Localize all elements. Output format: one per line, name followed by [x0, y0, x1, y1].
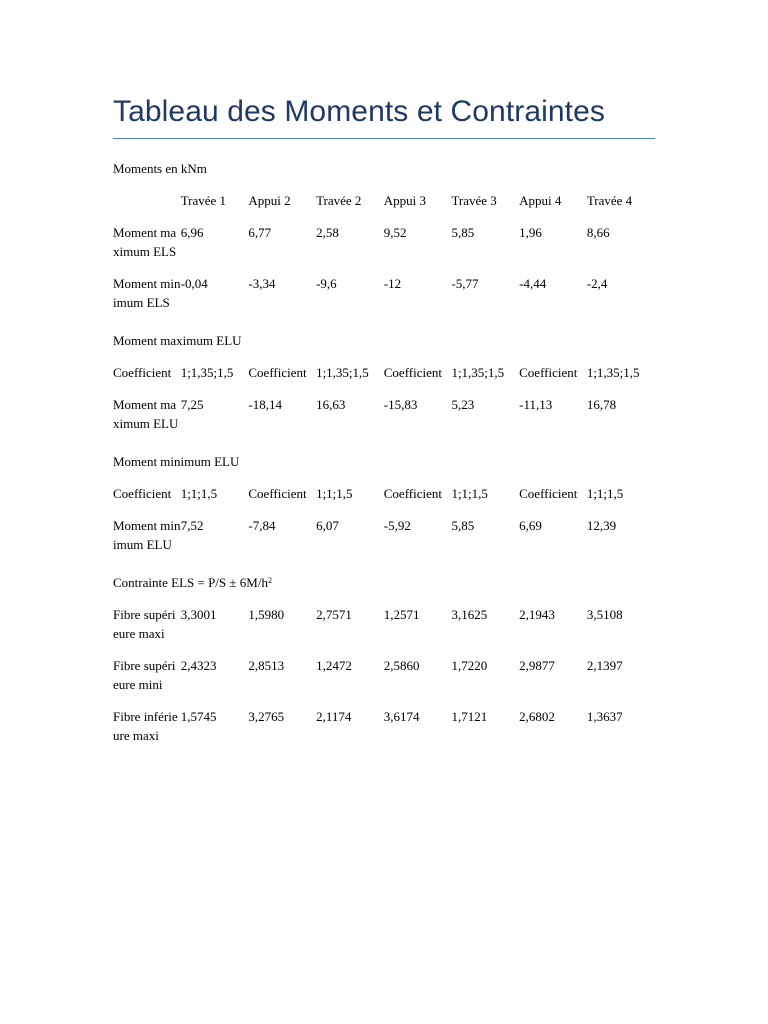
- value-cell: Travée 2: [316, 193, 362, 208]
- value-cell: -9,6: [316, 276, 337, 291]
- value-cell: -18,14: [248, 397, 282, 412]
- value-cell: -0,04: [180, 276, 208, 291]
- value-cell: 1,3637: [586, 709, 623, 724]
- table-row: [113, 223, 655, 261]
- value-cell: Coefficient: [519, 486, 578, 501]
- table-block-header: [113, 191, 655, 210]
- value-cell: Appui 2: [248, 193, 291, 208]
- value-cell: 1;1;1,5: [586, 486, 624, 501]
- value-cell: 16,78: [586, 397, 617, 412]
- row-label-cell: [113, 191, 181, 210]
- value-cell: -11,13: [519, 397, 553, 412]
- value-cell: 2,6802: [519, 709, 555, 724]
- row-label-cell: Fibre supérieure mini: [113, 658, 176, 692]
- table-row: [113, 363, 655, 382]
- value-cell: 1;1,35;1,5: [586, 365, 640, 380]
- value-cell: 3,1625: [451, 607, 488, 622]
- table-row: [113, 605, 655, 643]
- value-cell: 1,5980: [248, 607, 285, 622]
- value-cell: -15,83: [383, 397, 418, 412]
- row-label-cell: Coefficient: [113, 486, 172, 501]
- document-page: [113, 92, 655, 745]
- row-label-cell: Moment minimum ELS: [113, 276, 181, 310]
- value-cell: 7,25: [180, 397, 204, 412]
- value-cell: -12: [383, 276, 402, 291]
- value-cell: Coefficient: [248, 486, 307, 501]
- value-cell: 1;1;1,5: [316, 486, 353, 501]
- stress-formula-exponent: 2: [267, 576, 272, 585]
- value-cell: Travée 3: [451, 193, 497, 208]
- table-row: [113, 707, 655, 745]
- table-block-elu-min: [113, 484, 655, 554]
- value-cell: -7,84: [248, 518, 276, 533]
- value-cell: 2,58: [316, 225, 339, 240]
- value-cell: 12,39: [586, 518, 617, 533]
- value-cell: 3,2765: [248, 709, 285, 724]
- table-block-els: [113, 223, 655, 312]
- table-row: [113, 656, 655, 694]
- value-cell: 6,69: [519, 518, 542, 533]
- value-cell: -5,92: [383, 518, 411, 533]
- row-label-cell: Moment maximum ELU: [113, 397, 179, 431]
- value-cell: 5,23: [451, 397, 475, 412]
- value-cell: Appui 4: [519, 193, 562, 208]
- value-cell: 2,7571: [316, 607, 352, 622]
- value-cell: 3,5108: [586, 607, 623, 622]
- value-cell: 2,1397: [586, 658, 623, 673]
- value-cell: 1,7121: [451, 709, 488, 724]
- value-cell: 1,7220: [451, 658, 488, 673]
- value-cell: 2,8513: [248, 658, 285, 673]
- value-cell: 1;1,35;1,5: [316, 365, 369, 380]
- stress-formula: Contrainte ELS = P/S ± 6M/h: [113, 575, 268, 590]
- row-label-cell: Moment maximum ELS: [113, 225, 177, 259]
- section-label-elu-min: Moment minimum ELU: [113, 454, 240, 469]
- table-row: [113, 484, 655, 503]
- value-cell: 16,63: [316, 397, 346, 412]
- value-cell: -4,44: [519, 276, 547, 291]
- value-cell: -3,34: [248, 276, 276, 291]
- value-cell: 2,1174: [316, 709, 352, 724]
- row-label-cell: Fibre inférieure maxi: [113, 709, 178, 743]
- value-cell: 1;1;1,5: [180, 486, 218, 501]
- value-cell: Coefficient: [383, 486, 442, 501]
- value-cell: 1,96: [519, 225, 542, 240]
- value-cell: Travée 4: [586, 193, 633, 208]
- value-cell: Appui 3: [383, 193, 426, 208]
- value-cell: 1;1,35;1,5: [180, 365, 234, 380]
- table-row: [113, 395, 655, 433]
- value-cell: 6,77: [248, 225, 272, 240]
- value-cell: 2,4323: [180, 658, 217, 673]
- value-cell: 9,52: [383, 225, 407, 240]
- row-label-cell: Fibre supérieure maxi: [113, 607, 176, 641]
- value-cell: -5,77: [451, 276, 479, 291]
- value-cell: Coefficient: [383, 365, 442, 380]
- value-cell: 2,5860: [383, 658, 420, 673]
- page-title: Tableau des Moments et Contraintes: [113, 92, 655, 139]
- value-cell: 3,6174: [383, 709, 420, 724]
- section-label-stress: [113, 573, 655, 592]
- table-block-elu-max: [113, 363, 655, 433]
- value-cell: 2,9877: [519, 658, 555, 673]
- value-cell: 3,3001: [180, 607, 217, 622]
- value-cell: Coefficient: [519, 365, 578, 380]
- value-cell: 5,85: [451, 225, 475, 240]
- value-cell: 6,07: [316, 518, 339, 533]
- value-cell: 1,2472: [316, 658, 352, 673]
- row-label-cell: Coefficient: [113, 365, 172, 380]
- value-cell: 7,52: [180, 518, 204, 533]
- value-cell: 6,96: [180, 225, 204, 240]
- table-row: [113, 274, 655, 312]
- value-cell: 5,85: [451, 518, 475, 533]
- value-cell: -2,4: [586, 276, 608, 291]
- value-cell: 1,5745: [180, 709, 217, 724]
- table-block-stress: [113, 605, 655, 745]
- section-label-elu-max: Moment maximum ELU: [113, 333, 242, 348]
- value-cell: 2,1943: [519, 607, 555, 622]
- value-cell: 1;1;1,5: [451, 486, 488, 501]
- row-label-cell: Moment minimum ELU: [113, 518, 181, 552]
- table-header-row: [113, 191, 655, 210]
- section-label-moments: Moments en kNm: [113, 161, 207, 176]
- value-cell: 1,2571: [383, 607, 420, 622]
- value-cell: Travée 1: [180, 193, 227, 208]
- value-cell: Coefficient: [248, 365, 307, 380]
- value-cell: 8,66: [586, 225, 610, 240]
- value-cell: 1;1,35;1,5: [451, 365, 505, 380]
- table-row: [113, 516, 655, 554]
